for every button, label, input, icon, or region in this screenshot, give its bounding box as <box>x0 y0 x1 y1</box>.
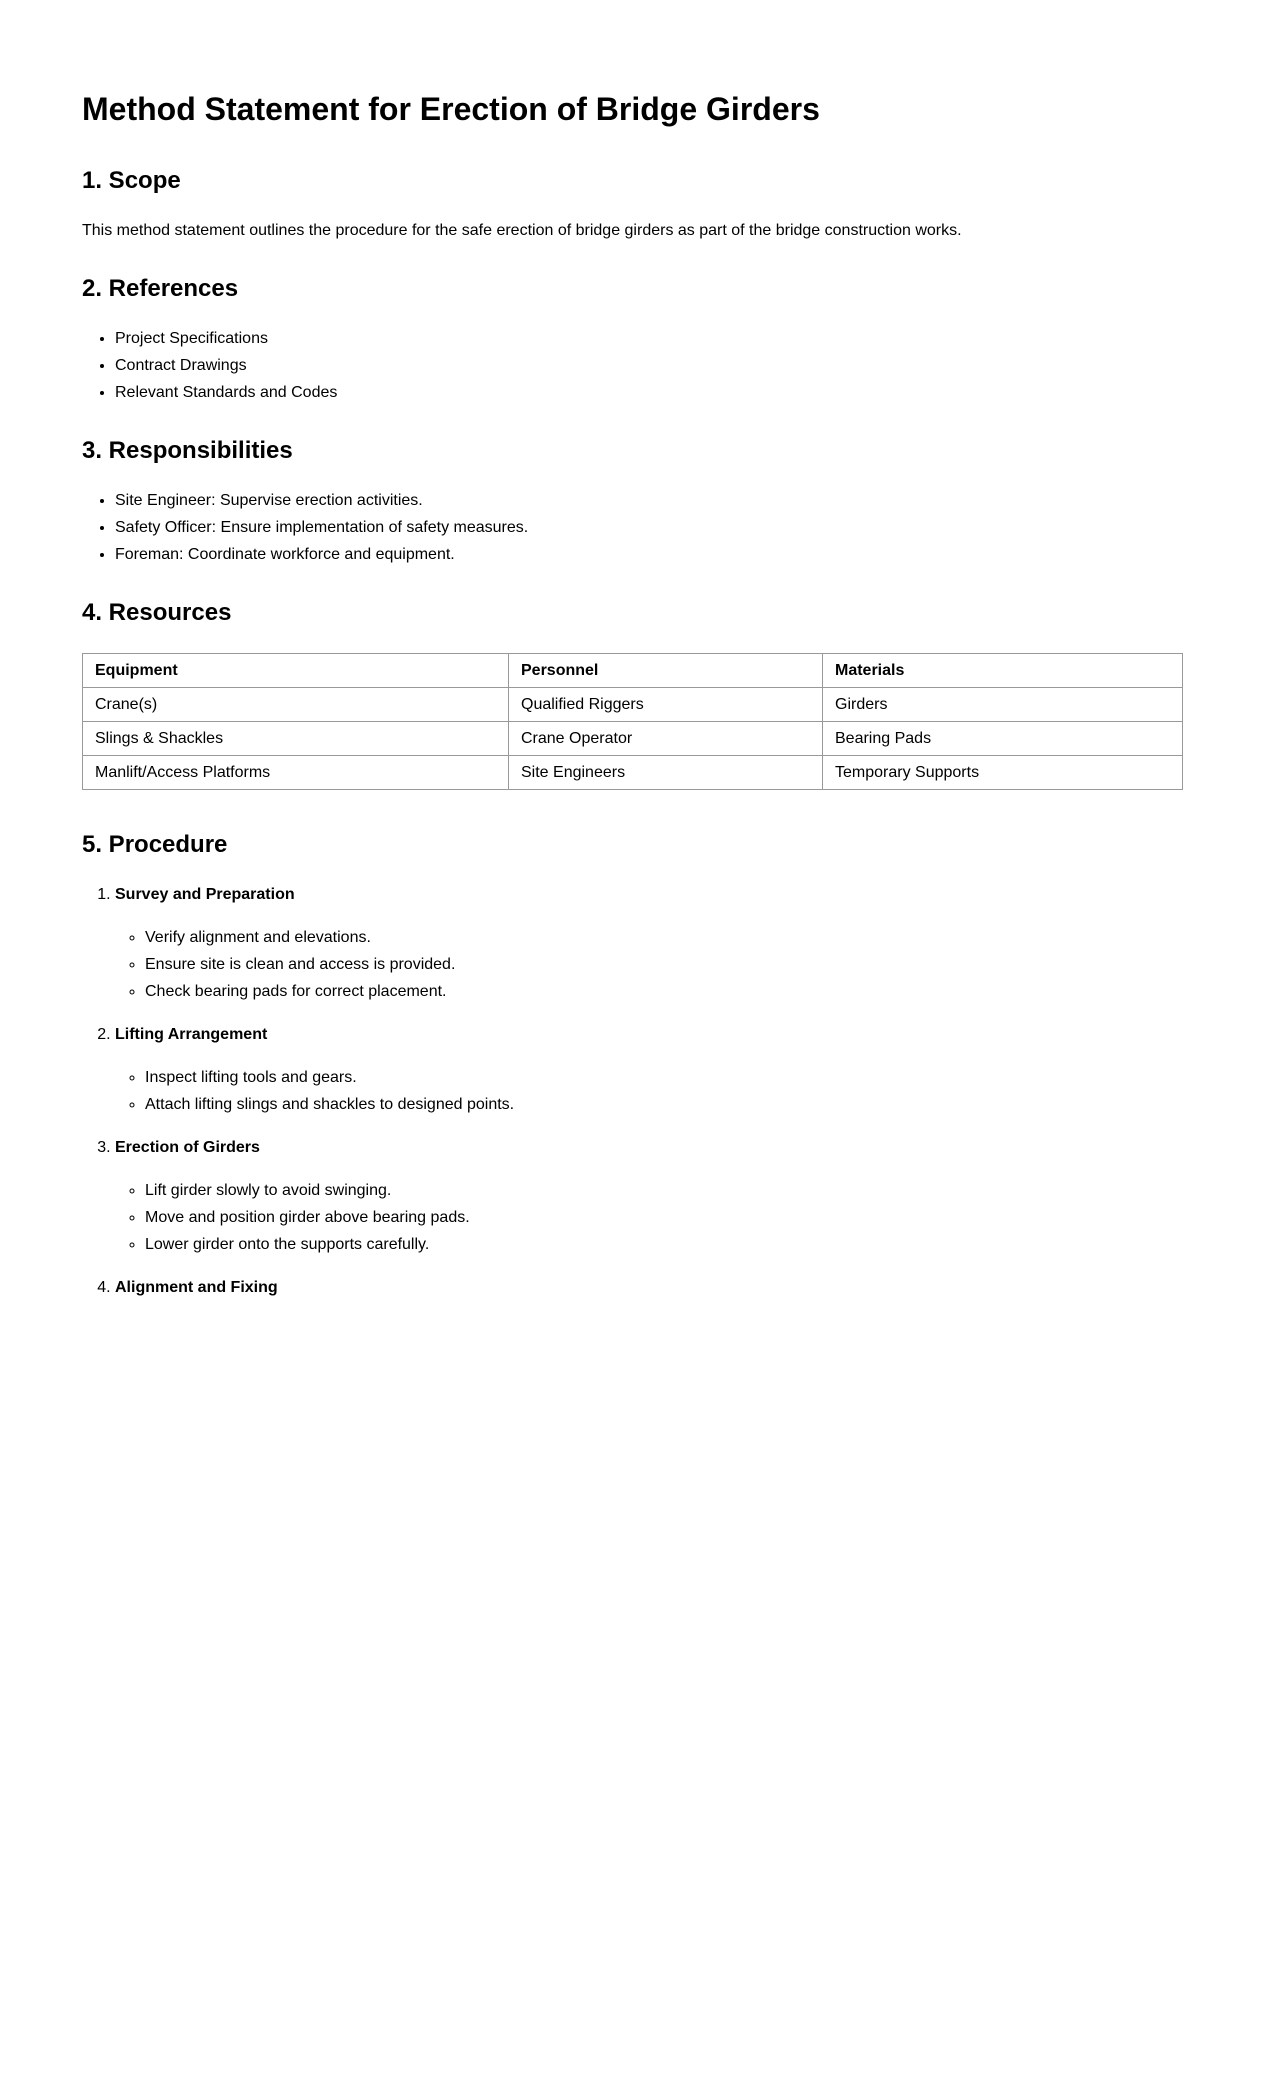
procedure-substep: ◦ Verify alignment and elevations. <box>145 924 1184 951</box>
scope-paragraph: This method statement outlines the procedure for the safe erection of bridge girders as part of the bridge construction works. <box>82 222 962 239</box>
procedure-step <box>115 881 1184 1005</box>
column-header: Personnel <box>509 654 823 688</box>
procedure-substep-list <box>115 924 1184 1005</box>
resources-table-body <box>83 688 1183 790</box>
procedure-substep: ◦ Lower girder onto the supports carefully. <box>145 1231 1184 1258</box>
table-cell: Girders <box>823 688 1183 722</box>
table-cell: Crane(s) <box>83 688 509 722</box>
column-header: Materials <box>823 654 1183 688</box>
procedure-substep-list <box>115 1177 1184 1258</box>
table-row <box>83 756 1183 790</box>
scope-heading: 1. Scope <box>82 167 181 194</box>
section-scope <box>82 166 1184 244</box>
procedure-list <box>82 881 1184 1297</box>
procedure-step-title: 2. Lifting Arrangement <box>115 1026 268 1043</box>
procedure-substep: ◦ Ensure site is clean and access is provided. <box>145 951 1184 978</box>
table-cell: Temporary Supports <box>823 756 1183 790</box>
table-row <box>83 688 1183 722</box>
section-procedure <box>82 830 1184 1297</box>
responsibilities-heading: 3. Responsibilities <box>82 437 293 464</box>
list-item: • Project Specifications <box>115 325 1184 352</box>
resources-heading: 4. Resources <box>82 599 232 626</box>
table-cell: Bearing Pads <box>823 722 1183 756</box>
list-item: • Site Engineer: Supervise erection activities. <box>115 487 1184 514</box>
list-item: • Relevant Standards and Codes <box>115 379 1184 406</box>
procedure-step <box>115 1021 1184 1118</box>
procedure-heading: 5. Procedure <box>82 831 228 858</box>
procedure-step-title: 3. Erection of Girders <box>115 1139 260 1156</box>
table-cell: Slings & Shackles <box>83 722 509 756</box>
procedure-step-title: 4. Alignment and Fixing <box>115 1279 278 1296</box>
table-cell: Site Engineers <box>509 756 823 790</box>
procedure-substep: ◦ Lift girder slowly to avoid swinging. <box>145 1177 1184 1204</box>
table-cell: Crane Operator <box>509 722 823 756</box>
list-item: • Safety Officer: Ensure implementation of safety measures. <box>115 514 1184 541</box>
procedure-step-title: 1. Survey and Preparation <box>115 886 295 903</box>
procedure-substep-list <box>115 1064 1184 1118</box>
section-resources <box>82 598 1184 790</box>
table-cell: Qualified Riggers <box>509 688 823 722</box>
references-heading: 2. References <box>82 275 239 302</box>
procedure-substep: ◦ Attach lifting slings and shackles to designed points. <box>145 1091 1184 1118</box>
procedure-substep: ◦ Inspect lifting tools and gears. <box>145 1064 1184 1091</box>
section-references <box>82 274 1184 406</box>
references-list <box>82 325 1184 406</box>
section-responsibilities <box>82 436 1184 568</box>
table-row <box>83 722 1183 756</box>
procedure-substep: ◦ Move and position girder above bearing pads. <box>145 1204 1184 1231</box>
responsibilities-list <box>82 487 1184 568</box>
table-header-row <box>83 654 1183 688</box>
list-item: • Foreman: Coordinate workforce and equipment. <box>115 541 1184 568</box>
resources-table <box>82 653 1183 790</box>
procedure-substep: ◦ Check bearing pads for correct placement. <box>145 978 1184 1005</box>
procedure-step <box>115 1274 1184 1297</box>
procedure-step <box>115 1134 1184 1258</box>
table-cell: Manlift/Access Platforms <box>83 756 509 790</box>
document-title: Method Statement for Erection of Bridge Girders <box>82 91 820 127</box>
column-header: Equipment <box>83 654 509 688</box>
list-item: • Contract Drawings <box>115 352 1184 379</box>
